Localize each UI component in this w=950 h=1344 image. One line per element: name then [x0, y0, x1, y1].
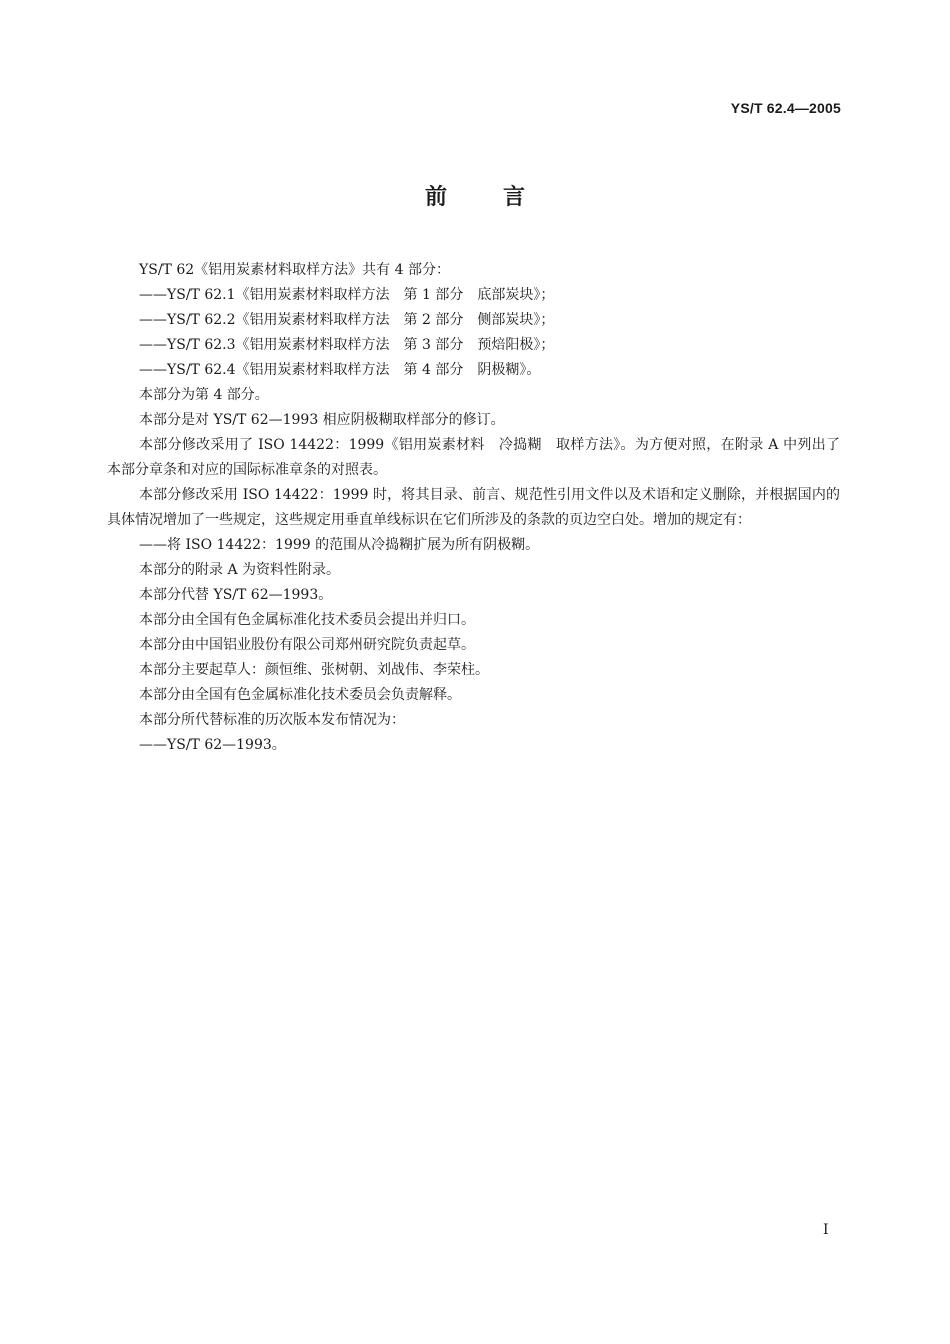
page-number: I: [823, 1222, 829, 1238]
paragraph-part-2: ——YS/T 62.2《铝用炭素材料取样方法 第 2 部分 侧部炭块》；: [139, 312, 555, 328]
paragraph-this-part: 本部分为第 4 部分。: [139, 387, 269, 403]
paragraph-interpretation: 本部分由全国有色金属标准化技术委员会负责解释。: [139, 687, 461, 703]
paragraph-annex: 本部分的附录 A 为资料性附录。: [139, 562, 341, 578]
paragraph-part-4: ——YS/T 62.4《铝用炭素材料取样方法 第 4 部分 阴极糊》。: [139, 362, 541, 378]
foreword-body: [107, 258, 840, 758]
paragraph-drafted-by: 本部分由中国铝业股份有限公司郑州研究院负责起草。: [139, 637, 475, 653]
paragraph-history-item: ——YS/T 62—1993。: [139, 737, 286, 753]
paragraph-iso-modification: 本部分修改采用 ISO 14422：1999 时，将其目录、前言、规范性引用文件以及术语和定义删除，并根据国内的具体情况增加了一些规定，这些规定用垂直单线标识在它们所涉及的条款的页边空白处。增加的规定有：: [107, 487, 840, 528]
page-title: 前言: [424, 185, 581, 210]
paragraph-revision: 本部分是对 YS/T 62—1993 相应阴极糊取样部分的修订。: [139, 412, 505, 428]
paragraph-drafters: 本部分主要起草人：颜恒维、张树朝、刘战伟、李荣柱。: [139, 662, 489, 678]
paragraph-iso-adoption: 本部分修改采用了 ISO 14422：1999《铝用炭素材料 冷捣糊 取样方法》。为方便对照，在附录 A 中列出了本部分章条和对应的国际标准章条的对照表。: [107, 437, 840, 478]
paragraph-parts-intro: YS/T 62《铝用炭素材料取样方法》共有 4 部分：: [139, 262, 450, 278]
paragraph-history-intro: 本部分所代替标准的历次版本发布情况为：: [139, 712, 405, 728]
standard-code: YS/T 62.4—2005: [730, 100, 841, 116]
paragraph-replaces: 本部分代替 YS/T 62—1993。: [139, 587, 333, 603]
paragraph-proposed-by: 本部分由全国有色金属标准化技术委员会提出并归口。: [139, 612, 475, 628]
paragraph-scope-extension: ——将 ISO 14422：1999 的范围从冷捣糊扩展为所有阴极糊。: [139, 537, 540, 553]
paragraph-part-3: ——YS/T 62.3《铝用炭素材料取样方法 第 3 部分 预焙阳极》；: [139, 337, 555, 353]
paragraph-part-1: ——YS/T 62.1《铝用炭素材料取样方法 第 1 部分 底部炭块》；: [139, 287, 555, 303]
